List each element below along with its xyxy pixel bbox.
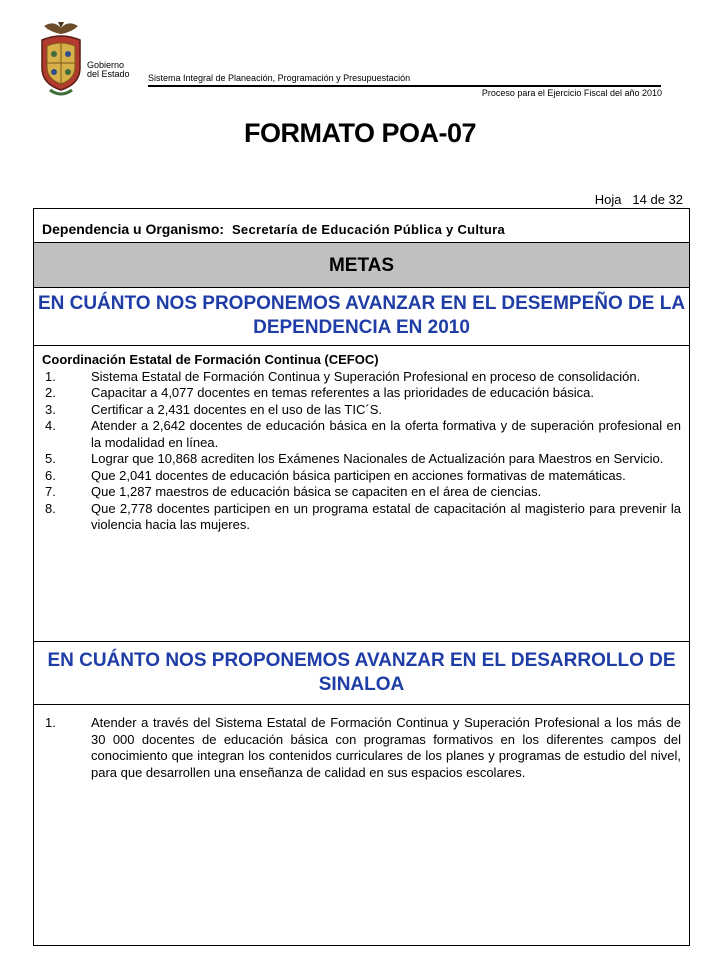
- section-desarrollo-content: [34, 705, 689, 781]
- list-item-number: 3.: [45, 401, 56, 417]
- list-item-text: Que 2,041 docentes de educación básica participen en acciones formativas de matemáticas.: [91, 467, 626, 483]
- list-item: [42, 402, 681, 419]
- list-item-number: 4.: [45, 418, 56, 433]
- list-item-text: Lograr que 10,868 acrediten los Exámenes Nacionales de Actualización para Maestros en Servicio.: [91, 451, 664, 466]
- section-desempeno-content: [34, 346, 689, 642]
- list-item-number: 8.: [45, 500, 56, 516]
- section-heading-desarrollo: EN CUÁNTO NOS PROPONEMOS AVANZAR EN EL DESARROLLO DE SINALOA: [34, 642, 689, 705]
- gobierno-label: Gobierno del Estado: [87, 60, 130, 79]
- list-item-number: 7.: [45, 484, 56, 499]
- list-item-text: Certificar a 2,431 docentes en el uso de las TIC´S.: [91, 401, 382, 417]
- list-item-text: Que 2,778 docentes participen en un programa estatal de capacitación al magisterio para prevenir la violencia hacia las mujeres.: [91, 500, 681, 532]
- list-item-number: 2.: [45, 385, 56, 400]
- dependencia-row: [34, 209, 689, 243]
- hoja-value: 14 de 32: [632, 192, 683, 207]
- process-label: Proceso para el Ejercicio Fiscal del año 2010: [481, 88, 662, 98]
- list-item-number: 6.: [45, 467, 56, 483]
- list-item-number: 5.: [45, 451, 56, 466]
- list-item: [42, 501, 681, 534]
- poa-table: [33, 208, 690, 946]
- state-crest-logo: [36, 18, 86, 98]
- section-heading-desempeno: EN CUÁNTO NOS PROPONEMOS AVANZAR EN EL DESEMPEÑO DE LA DEPENDENCIA EN 2010: [34, 288, 689, 346]
- list-item-text: Sistema Estatal de Formación Continua y Superación Profesional en proceso de consolidación.: [91, 368, 641, 384]
- list-item: [42, 484, 681, 501]
- header-divider: [148, 85, 661, 87]
- list-item-number: 1.: [45, 368, 56, 384]
- list-item: [42, 418, 681, 451]
- goals-list: [42, 369, 681, 534]
- metas-header: METAS: [34, 243, 689, 288]
- dependencia-label: Dependencia u Organismo:: [42, 221, 225, 237]
- list-item: [42, 369, 681, 386]
- list-item-text: Atender a 2,642 docentes de educación básica en la oferta formativa y de superación profesional en la modalidad en línea.: [91, 418, 681, 450]
- list-item: [42, 451, 681, 468]
- hoja-label: Hoja: [594, 192, 622, 207]
- section-subheading: Coordinación Estatal de Formación Continua (CEFOC): [42, 352, 379, 367]
- list-item-number: 1.: [45, 715, 56, 730]
- list-item-text: Capacitar a 4,077 docentes en temas referentes a las prioridades de educación básica.: [91, 385, 594, 400]
- page-title: FORMATO POA-07: [243, 118, 477, 148]
- list-item-text: Atender a través del Sistema Estatal de Formación Continua y Superación Profesional a los más de 30 000 docentes de educación básica con programas formativos en los diferentes campos del conocimiento que integran los contenidos curriculares de los planes y programas de estudio del nivel, para que desarrollen una enseñanza de calidad en sus espacios escolares.: [91, 715, 681, 780]
- list-item-text: Que 1,287 maestros de educación básica se capaciten en el área de ciencias.: [91, 484, 542, 499]
- list-item: [42, 715, 681, 781]
- dependencia-value: Secretaría de Educación Pública y Cultura: [231, 222, 506, 237]
- list-item: [42, 468, 681, 485]
- development-goals-list: [42, 715, 681, 781]
- list-item: [42, 385, 681, 402]
- page-counter: [595, 192, 683, 207]
- system-name: Sistema Integral de Planeación, Programación y Presupuestación: [148, 73, 411, 83]
